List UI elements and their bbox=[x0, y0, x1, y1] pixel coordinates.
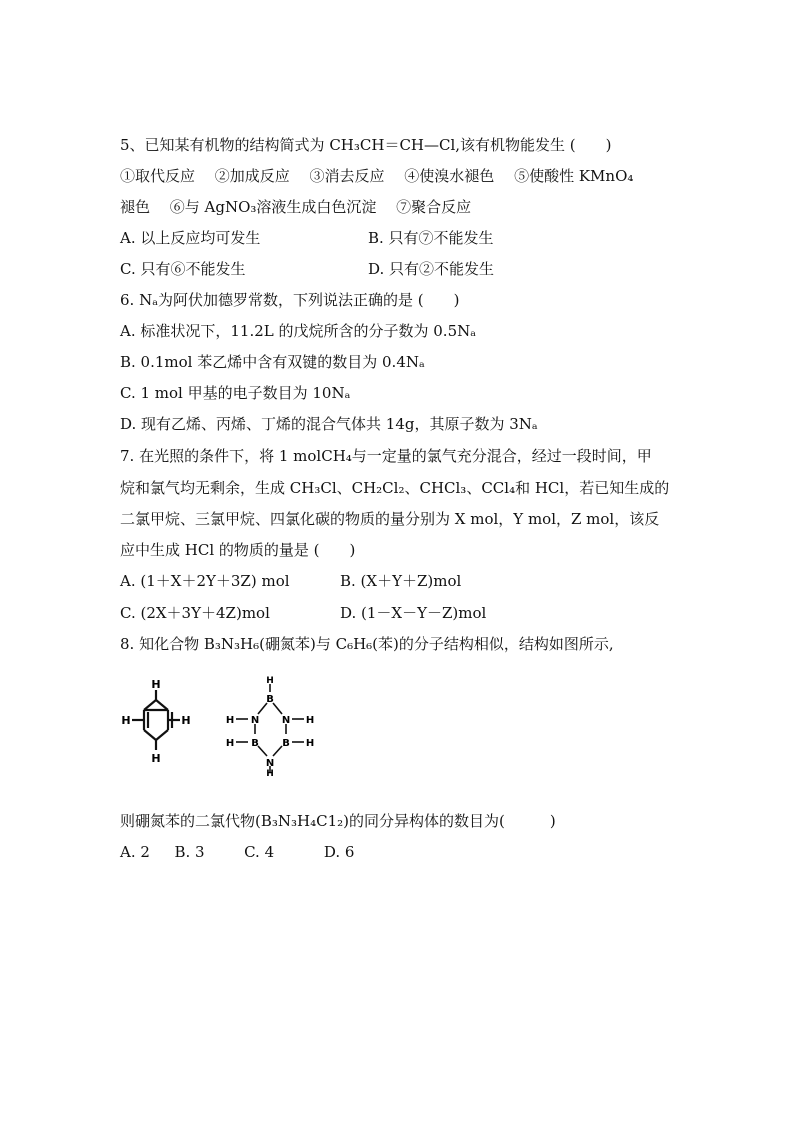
benzene-h-top: H bbox=[151, 678, 161, 691]
q7-stem-line1: 7. 在光照的条件下，将 1 molCH₄与一定量的氯气充分混合，经过一段时间，甲 bbox=[120, 447, 652, 465]
borazine-h-1: H bbox=[266, 676, 274, 686]
benzene-h-right: H bbox=[181, 714, 191, 727]
q5-reactions-line2: 褪色 ⑥与 AgNO₃溶液生成白色沉淀 ⑦聚合反应 bbox=[120, 198, 472, 216]
borazine-n-left: N bbox=[250, 715, 260, 726]
q6-option-a: A. 标准状况下，11.2L 的戊烷所含的分子数为 0.5Nₐ bbox=[120, 322, 477, 340]
benzene-h-left: H bbox=[121, 714, 131, 727]
q5-option-a: A. 以上反应均可发生 bbox=[120, 229, 261, 247]
q5-stem: 5、已知某有机物的结构简式为 CH₃CH＝CH—Cl,该有机物能发生 ( ) bbox=[120, 136, 612, 154]
q6-option-c: C. 1 mol 甲基的电子数目为 10Nₐ bbox=[120, 384, 351, 402]
q7-stem-line4: 应中生成 HCl 的物质的量是 ( ) bbox=[120, 541, 356, 559]
borazine-b-right: B bbox=[282, 738, 290, 749]
q8-question: 则硼氮苯的二氯代物(B₃N₃H₄C1₂)的同分异构体的数目为( ) bbox=[120, 812, 556, 830]
borazine-n-bottom: N bbox=[265, 758, 275, 769]
q7-option-b: B. (X＋Y＋Z)mol bbox=[340, 572, 462, 590]
q6-option-b: B. 0.1mol 苯乙烯中含有双键的数目为 0.4Nₐ bbox=[120, 353, 425, 371]
borazine-h-5: H bbox=[305, 738, 315, 749]
borazine-h-2: H bbox=[225, 715, 235, 726]
q7-option-c: C. (2X＋3Y＋4Z)mol bbox=[120, 604, 270, 622]
borazine-h-3: H bbox=[305, 715, 315, 726]
q8-stem: 8. 知化合物 B₃N₃H₆(硼氮苯)与 C₆H₆(苯)的分子结构相似，结构如图所示, bbox=[120, 635, 614, 653]
q7-stem-line3: 二氯甲烷、三氯甲烷、四氯化碳的物质的量分别为 X mol，Y mol，Z mol，该反 bbox=[120, 510, 660, 528]
borazine-h-6: H bbox=[266, 769, 274, 776]
q7-stem-line2: 烷和氯气均无剩余，生成 CH₃Cl、CH₂Cl₂、CHCl₃、CCl₄和 HCl，若已知生成的 bbox=[120, 479, 670, 497]
benzene-h-bottom: H bbox=[151, 752, 161, 765]
borazine-b-top: B bbox=[266, 694, 274, 705]
borazine-n-right: N bbox=[281, 715, 291, 726]
borazine-structure-figure bbox=[222, 676, 322, 776]
benzene-structure-figure bbox=[118, 672, 198, 772]
q8-options: A. 2 B. 3 C. 4 D. 6 bbox=[120, 843, 355, 861]
q5-reactions-line1: ①取代反应 ②加成反应 ③消去反应 ④使溴水褪色 ⑤使酸性 KMnO₄ bbox=[120, 167, 634, 185]
q6-stem: 6. Nₐ为阿伏加德罗常数，下列说法正确的是 ( ) bbox=[120, 291, 460, 309]
q6-option-d: D. 现有乙烯、丙烯、丁烯的混合气体共 14g，其原子数为 3Nₐ bbox=[120, 415, 538, 433]
borazine-b-left: B bbox=[251, 738, 259, 749]
q7-option-a: A. (1＋X＋2Y＋3Z) mol bbox=[120, 572, 290, 590]
q5-option-c: C. 只有⑥不能发生 bbox=[120, 260, 246, 278]
q7-option-d: D. (1－X－Y－Z)mol bbox=[340, 604, 487, 622]
q5-option-b: B. 只有⑦不能发生 bbox=[368, 229, 494, 247]
borazine-h-4: H bbox=[225, 738, 235, 749]
q5-option-d: D. 只有②不能发生 bbox=[368, 260, 495, 278]
